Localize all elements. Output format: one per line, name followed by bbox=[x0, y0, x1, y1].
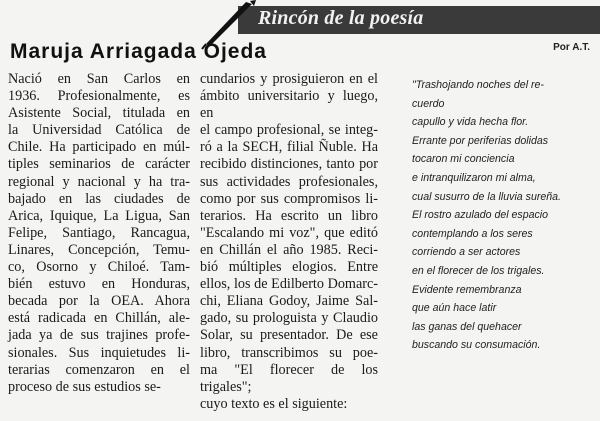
text-line: terarias comenzaron en el bbox=[8, 361, 190, 378]
text-line: jada ya de sus trajines profe- bbox=[8, 327, 190, 344]
text-line: ellos, los de Edilberto Domarc- bbox=[200, 276, 378, 293]
poem-line: las ganas del quehacer bbox=[412, 320, 522, 333]
poem-line: buscando su consumación. bbox=[412, 339, 541, 352]
poem-line: corriendo a ser actores bbox=[412, 246, 521, 259]
text-line: Nació en San Carlos en bbox=[8, 71, 190, 87]
text-line: ma "El florecer de los trigales"; bbox=[200, 361, 378, 395]
text-line: Solar, su presentador. De ese bbox=[200, 327, 378, 344]
text-line: libro, transcribimos su poe- bbox=[200, 344, 378, 361]
text-line: bajado en las ciudades de bbox=[8, 190, 190, 207]
poem-line: cual susurro de la lluvia sureña. bbox=[412, 190, 561, 203]
poem-line: capullo y vida hecha flor. bbox=[412, 116, 529, 129]
poem-line: Errante por periferias dolidas bbox=[412, 134, 549, 147]
poem-line: "Trashojando noches del re- bbox=[412, 79, 544, 91]
poem-line: tocaron mi conciencia bbox=[412, 153, 515, 166]
text-line: recibido distinciones, tanto por bbox=[200, 156, 378, 173]
text-line: bió múltiples elogios. Entre bbox=[200, 259, 378, 276]
text-line: ámbito universitario y luego, en bbox=[200, 88, 378, 122]
text-line: gado, su prologuista y Claudio bbox=[200, 310, 378, 327]
text-line: cuyo texto es el siguiente: bbox=[200, 395, 348, 412]
text-line: 1936. Profesionalmente, es bbox=[8, 88, 190, 105]
poem-line: e intranquilizaron mi alma, bbox=[412, 171, 536, 184]
text-line: tiples seminarios de carácter bbox=[8, 156, 190, 173]
text-line: en Chillán el año 1985. Reci- bbox=[200, 241, 378, 258]
text-line: cundarios y prosiguieron en el bbox=[200, 71, 378, 87]
text-line: ró a la SECH, filial Ñuble. Ha bbox=[200, 139, 378, 156]
text-line: "Escalando mi voz", que editó bbox=[200, 224, 378, 241]
text-line: sus actividades profesionales, bbox=[200, 173, 378, 190]
poem-line: Evidente remembranza bbox=[412, 283, 522, 296]
text-line: como por sus compromisos li- bbox=[200, 190, 378, 207]
text-line: becada por la OEA. Ahora bbox=[8, 293, 190, 310]
article-title: Maruja Arriagada Ojeda bbox=[10, 40, 267, 63]
article-column-2 bbox=[200, 71, 378, 413]
text-line: terarios. Ha escrito un libro bbox=[200, 207, 378, 224]
text-line: la Universidad Católica de bbox=[8, 122, 190, 139]
text-line: el campo profesional, se integ- bbox=[200, 122, 378, 139]
poem-line: El rostro azulado del espacio bbox=[412, 209, 549, 222]
text-line: Chile. Ha participado en múl- bbox=[8, 139, 190, 156]
poem-line: que aún hace latir bbox=[412, 302, 497, 315]
text-line: regional y nacional y ha tra- bbox=[8, 173, 190, 190]
text-line: Asistente Social, titulada en bbox=[8, 105, 190, 122]
poem-line: contemplando a los seres bbox=[412, 227, 533, 240]
text-line: bién estuvo en Honduras, bbox=[8, 276, 190, 293]
text-line: Felipe, Santiago, Rancagua, bbox=[8, 224, 190, 241]
text-line: proceso de sus estudios se- bbox=[8, 378, 161, 395]
text-line: Linares, Concepción, Temu- bbox=[8, 241, 190, 258]
poem-text bbox=[412, 76, 597, 355]
text-line: chi, Eliana Godoy, Jaime Sal- bbox=[200, 293, 378, 310]
article-column-1 bbox=[8, 71, 190, 396]
text-line: co, Osorno y Chiloé. Tam- bbox=[8, 259, 190, 276]
poem-line: cuerdo bbox=[412, 97, 445, 110]
section-title: Rincón de la poesía bbox=[258, 7, 424, 29]
article-byline: Por A.T. bbox=[553, 42, 590, 53]
text-line: sionales. Sus inquietudes li- bbox=[8, 344, 190, 361]
poem-line: en el florecer de los trigales. bbox=[412, 264, 545, 277]
text-line: está radicada en Chillán, ale- bbox=[8, 310, 190, 327]
text-line: Arica, Iquique, La Ligua, San bbox=[8, 207, 190, 224]
